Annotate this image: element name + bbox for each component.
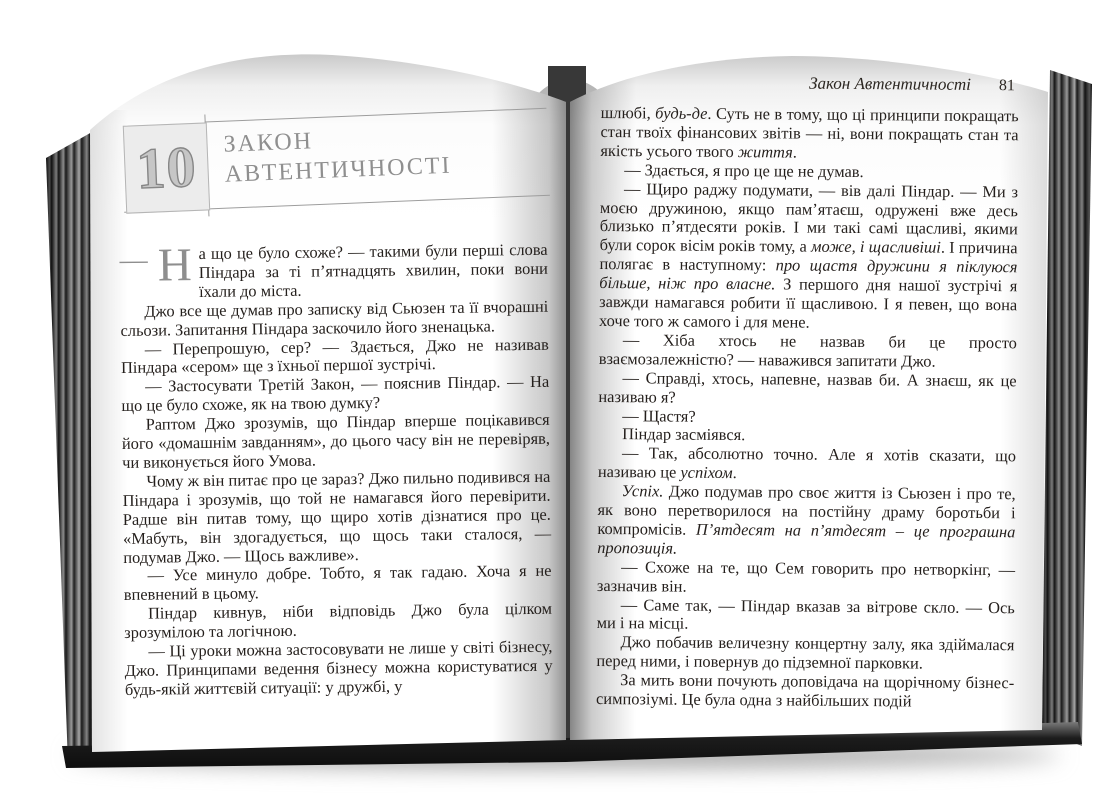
text-run: — Усе минуло добре. Тобто, я так гадаю. Хоча я не впевнений в цьому. xyxy=(123,561,552,605)
chapter-number: 10 xyxy=(135,133,198,202)
text-run: — Ці уроки можна застосовувати не лише у світі бізнесу, Джо. Принципами ведення бізнесу можна користуватися у будь-якій життєвій ситуації: у дружбі, у xyxy=(124,636,553,699)
text-run: За мить вони почують доповідача на щорічному бізнес-симпозіумі. Це була одна з найбільших подій xyxy=(596,670,1015,711)
italic-text: може, і щасливіші xyxy=(810,236,941,258)
text-run: а що це було схоже? — такими були перші слова Піндара за ті п’ятнадцять хвилин, поки вони їхали до міста. xyxy=(198,239,548,301)
italic-text: про щастя дружини я піклуюся більше, ніж про власне. xyxy=(599,255,1018,294)
page-number: 81 xyxy=(998,77,1015,95)
text-run: Джо подумав про своє життя із Сьюзен і про те, як воно перетворилося на постійну драму боротьби і компромісів. xyxy=(597,481,1016,539)
text-run: — Щастя? xyxy=(622,405,696,426)
paragraph xyxy=(122,468,551,568)
paragraph xyxy=(599,331,1017,372)
text-run: Чому ж він питає про це зараз? Джо пильно подивився на Піндара і зрозумів, що той не намагався його перевірити. Радше він питав тому, що щиро хотів дізнатися про це. «Мабуть, він здогадується, що щось таки сталося, — подумав Джо. — Щось важливе». xyxy=(122,466,552,567)
italic-text: П’ятдесят на п’ятдесят – це програшна пропозиція. xyxy=(597,519,1016,558)
paragraph xyxy=(596,633,1014,674)
em-dash: — xyxy=(119,244,148,276)
right-page xyxy=(596,72,1019,712)
text-run: — Щиро раджу подумати, — вів далі Піндар. — Ми з моєю дружиною, якщо пам’ятаєш, одружені вже десь близько п’ятдесяти років. І ми такі самі щасливі, якими були сорок вісім років тому, а xyxy=(599,178,1019,256)
text-run: Джо побачив величезну концертну залу, яка здіймалася перед ними, і повернув до підземної парковки. xyxy=(596,632,1015,673)
paragraph xyxy=(121,373,549,416)
paragraph xyxy=(122,411,551,473)
drop-cap: Н xyxy=(157,239,193,292)
italic-text: будь-де xyxy=(655,103,708,123)
text-run: . xyxy=(792,142,797,162)
running-header xyxy=(601,72,1015,95)
paragraph xyxy=(120,241,549,303)
text-run: шлюбі, xyxy=(600,102,656,123)
chapter-title xyxy=(223,121,452,190)
paragraph xyxy=(121,335,549,378)
text-run: . xyxy=(732,463,737,483)
text-run: — Так, абсолютно точно. Але я хотів сказати, що називаю це xyxy=(597,443,1017,482)
paragraph xyxy=(596,671,1014,712)
text-run: Раптом Джо зрозумів, що Піндар вперше поцікавився його «домашнім завданням», до цього часу він не перевіряв, чи виконується його Умова. xyxy=(121,409,551,472)
text-run: . Суть не в тому, що ці принципи покращать стан твоїх фінансових звітів — ні, вони покращать стан та якість усього твого xyxy=(600,103,1019,161)
left-page-body xyxy=(120,241,554,700)
text-run: — Застосувати Третій Закон, — пояснив Піндар. — На що це було схоже, як на твою думку? xyxy=(121,372,550,416)
paragraph xyxy=(597,596,1015,637)
text-run: — Справді, хтось, напевне, назвав би. А знаєш, як це називаю я? xyxy=(598,367,1017,407)
running-header-title: Закон Автентичності xyxy=(809,73,971,94)
italic-text: Успіх. xyxy=(621,481,664,501)
paragraph xyxy=(124,638,553,700)
text-run: — Саме так, — Піндар вказав за вітрове скло. — Ось ми і на місці. xyxy=(596,594,1015,634)
paragraph xyxy=(123,562,551,605)
text-run: Джо все ще думав про записку від Сьюзен та її вчорашні сльози. Запитання Піндара заскочило його зненацька. xyxy=(120,296,549,340)
paragraph xyxy=(597,482,1016,561)
text-run: З першого дня нашої зустрічі я завжди намагався робити її щасливою. І я певен, що вона хоче того ж самого і для мене. xyxy=(598,274,1018,332)
chapter-title-line1: ЗАКОН xyxy=(223,128,314,158)
paragraph xyxy=(120,297,548,340)
chapter-header xyxy=(117,105,549,222)
text-run: Піндар засміявся. xyxy=(622,424,746,445)
text-run: — Схоже на те, що Сем говорить про нетворкінг, — зазначив він. xyxy=(596,556,1016,596)
paragraph xyxy=(598,444,1016,485)
paragraph xyxy=(599,180,1018,335)
chapter-number-box xyxy=(123,122,210,213)
paragraph xyxy=(124,600,552,643)
text-run: — Хіба хтось не назвав би це просто взаємозалежністю? — наважився запитати Джо. xyxy=(598,330,1017,371)
right-page-body xyxy=(596,104,1019,712)
left-page xyxy=(118,117,553,700)
italic-text: життя xyxy=(737,141,793,162)
text-run: . І причина полягає в наступному: xyxy=(599,238,1018,275)
text-run: Піндар кивнув, ніби відповідь Джо була цілком зрозумілою та логічною. xyxy=(124,598,553,643)
italic-text: успіхом xyxy=(680,462,733,483)
text-run: — Перепрошую, сер? — Здається, Джо не називав Піндара «сером» ще з їхньої першої зустрічі. xyxy=(120,334,549,378)
chapter-title-line2: АВТЕНТИЧНОСТІ xyxy=(224,152,453,188)
text-run: — Здається, я про це ще не думав. xyxy=(624,159,864,181)
paragraph xyxy=(597,558,1015,599)
paragraph xyxy=(598,369,1016,410)
paragraph xyxy=(600,104,1018,164)
